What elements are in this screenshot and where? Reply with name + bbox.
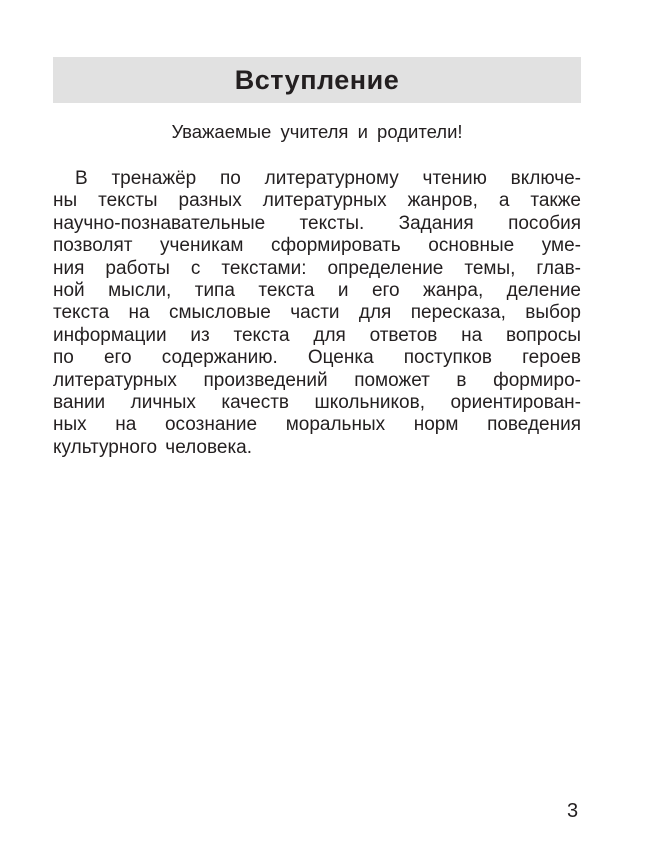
page-number: 3 — [567, 800, 579, 822]
paragraph-line: научно-познавательные тексты. Задания пособия — [53, 212, 581, 234]
paragraph-line: информации из текста для ответов на вопросы — [53, 324, 581, 346]
paragraph-line: культурного человека. — [53, 436, 253, 458]
body-paragraph — [53, 168, 581, 459]
page-title: Вступление — [234, 64, 400, 95]
paragraph-line: текста на смысловые части для пересказа, выбор — [53, 302, 581, 324]
paragraph-line: ной мысли, типа текста и его жанра, деление — [53, 279, 581, 301]
paragraph-line: В тренажёр по литературному чтению включе- — [75, 168, 581, 189]
paragraph-line: по его содержанию. Оценка поступков героев — [53, 347, 581, 369]
greeting: Уважаемые учителя и родители! — [171, 121, 463, 142]
title-bar — [53, 57, 581, 103]
paragraph-line: вании личных качеств школьников, ориентирован- — [53, 391, 581, 413]
paragraph-line: ны тексты разных литературных жанров, а также — [53, 190, 581, 212]
paragraph-line: ния работы с текстами: определение темы, глав- — [53, 257, 581, 279]
paragraph-line: позволят ученикам сформировать основные уме- — [53, 235, 581, 257]
paragraph-line: литературных произведений поможет в формиро- — [53, 369, 581, 391]
paragraph-line: ных на осознание моральных норм поведения — [53, 414, 581, 436]
